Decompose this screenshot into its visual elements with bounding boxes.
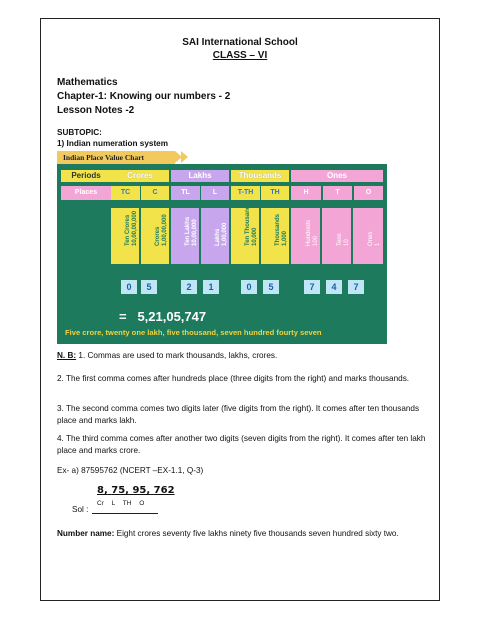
number-name: Number name: Eight crores seventy five lakhs ninety five thousands seven hundred sixty two. <box>57 529 399 538</box>
column-lakhs-label: Lakhs 1,00,000 <box>215 222 228 246</box>
column-tens-label: Tens 10 <box>336 233 350 246</box>
place-o: O <box>353 186 383 200</box>
column-lakhs <box>201 208 229 264</box>
place-value-chart <box>57 164 387 344</box>
column-thousands <box>261 208 289 264</box>
note-3: 3. The second comma comes two digits later (five digits from the right). It comes after ten thousands place and marks lakh. <box>57 404 420 425</box>
note-1: N. B: 1. Commas are used to mark thousands, lakhs, crores. <box>57 351 278 360</box>
column-crores-label: Crores 1,00,00,000 <box>155 214 168 246</box>
digit-box: 4 <box>326 280 342 294</box>
place-h: H <box>291 186 321 200</box>
place-t: T <box>322 186 352 200</box>
digit-box: 5 <box>263 280 279 294</box>
column-ten-lakhs <box>171 208 199 264</box>
place-l: L <box>200 186 229 200</box>
digit-box: 0 <box>121 280 137 294</box>
chart-number: = 5,21,05,747 <box>119 309 207 324</box>
place-tl: TL <box>171 186 200 200</box>
column-tens <box>322 208 351 264</box>
periods-label: Periods <box>61 170 111 182</box>
solution-label: Sol : <box>72 505 89 514</box>
subject-heading: Mathematics <box>57 77 118 88</box>
school-name: SAI International School <box>182 37 298 48</box>
column-hundreds-label: Hundreds 100 <box>305 219 319 246</box>
solution-number: 8, 75, 95, 762 <box>97 485 175 496</box>
column-ones <box>353 208 383 264</box>
banner-arrow-icon <box>181 151 188 163</box>
column-ten-crores-label: Ten Crores 10,00,00,000 <box>125 210 138 246</box>
column-ten-crores <box>111 208 139 264</box>
column-thousands-label: Thousands 1,000 <box>275 213 288 246</box>
note-2: 2. The first comma comes after hundreds place (three digits from the right) and marks thousands. <box>57 374 410 383</box>
lesson-notes-heading: Lesson Notes -2 <box>57 105 135 116</box>
column-ten-lakhs-label: Ten Lakhs 10,00,000 <box>185 216 198 246</box>
column-ten-thousands <box>231 202 259 264</box>
subtopic-label: SUBTOPIC: <box>57 128 102 137</box>
period-ones: Ones <box>291 170 383 182</box>
chapter-heading: Chapter-1: Knowing our numbers - 2 <box>57 91 231 102</box>
digit-box: 5 <box>141 280 157 294</box>
column-crores <box>141 208 169 264</box>
digit-box: 2 <box>181 280 197 294</box>
chart-banner: Indian Place Value Chart <box>57 151 175 164</box>
example-question: Ex- a) 87595762 (NCERT –EX-1.1, Q-3) <box>57 466 204 475</box>
column-hundreds <box>291 208 320 264</box>
digit-box: 0 <box>241 280 257 294</box>
place-tth: T-TH <box>231 186 260 200</box>
place-th: TH <box>260 186 289 200</box>
place-c: C <box>140 186 169 200</box>
solution-underline <box>92 513 158 514</box>
period-thousands: Thousands <box>231 170 289 182</box>
place-tc: TC <box>111 186 140 200</box>
solution-group-labels: Cr L TH O <box>97 500 145 507</box>
digit-box: 7 <box>348 280 364 294</box>
subtopic-title: 1) Indian numeration system <box>57 139 169 148</box>
digit-box: 1 <box>203 280 219 294</box>
period-crores: Crores <box>111 170 169 182</box>
column-ones-label: Ones 1 <box>368 231 381 246</box>
class-title: CLASS – VI <box>212 50 268 61</box>
note-4: 4. The third comma comes after another two digits (seven digits from the right). It comes after ten lakh place and marks crore. <box>57 434 426 455</box>
chart-number-words: Five crore, twenty one lakh, five thousand, seven hundred fourty seven <box>65 328 322 337</box>
period-lakhs: Lakhs <box>171 170 229 182</box>
column-ten-thousands-label: Ten Thousands 10,000 <box>245 202 258 246</box>
places-label: Places <box>61 186 111 200</box>
digit-box: 7 <box>304 280 320 294</box>
